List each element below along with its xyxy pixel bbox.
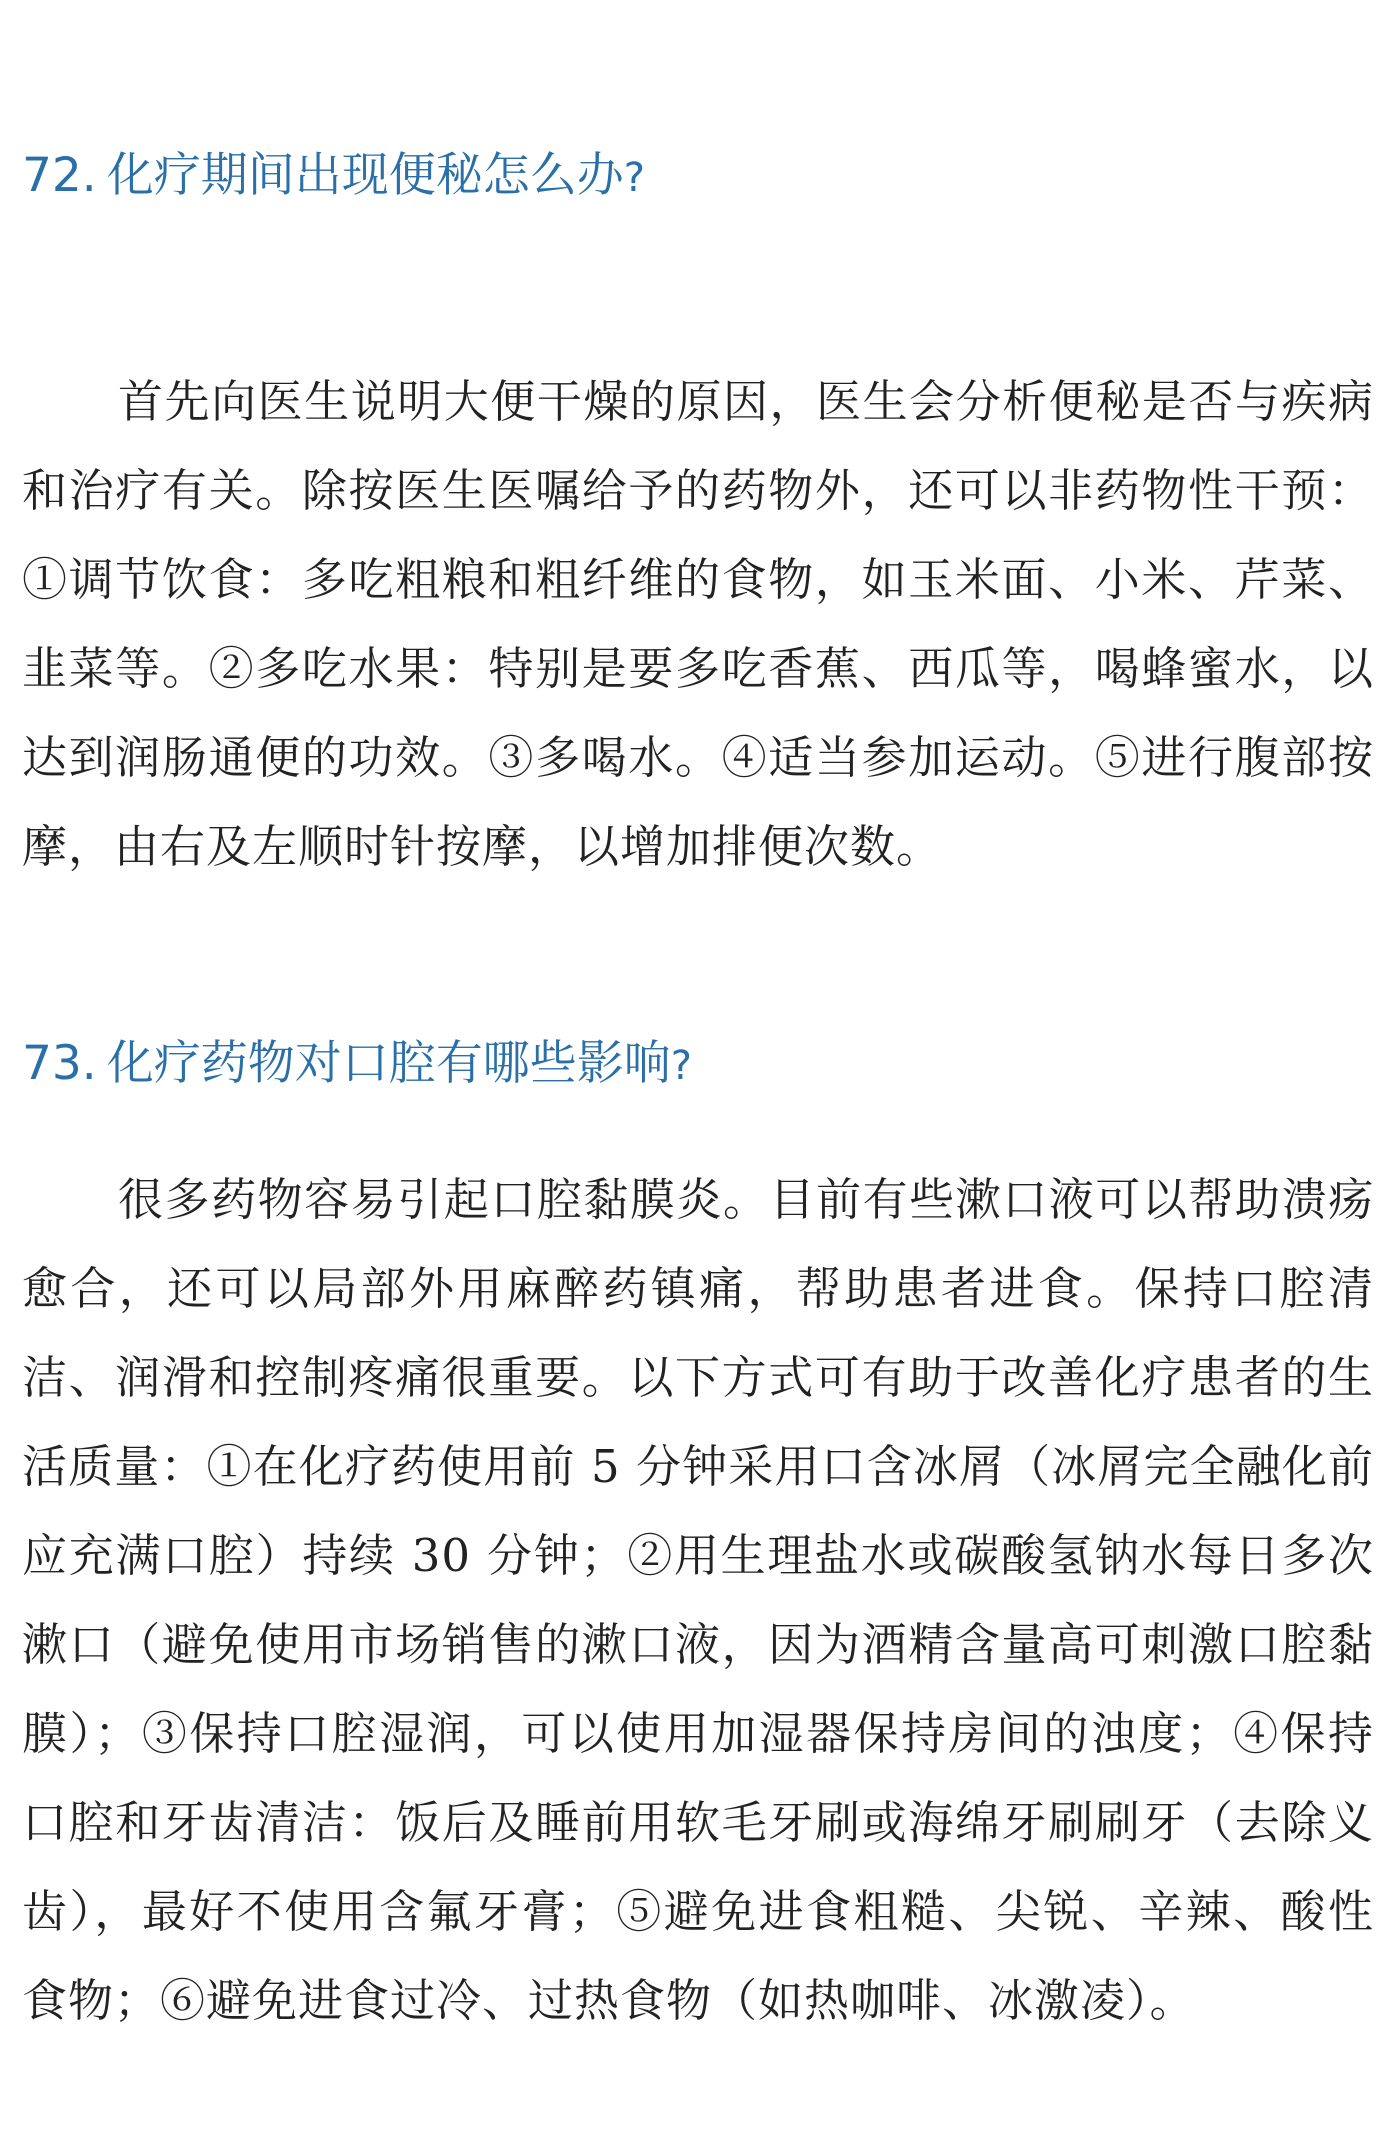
section-73-number: 73. (22, 1036, 97, 1091)
section-73-question-mark: ? (670, 1043, 692, 1089)
section-72-heading (22, 148, 645, 203)
section-73-paragraph: 很多药物容易引起口腔黏膜炎。目前有些漱口液可以帮助溃疡愈合，还可以局部外用麻醉药镇痛，帮助患者进食。保持口腔清洁、润滑和控制疼痛很重要。以下方式可有助于改善化疗患者的生活质量：①在化疗药使用前 5 分钟采用口含冰屑（冰屑完全融化前应充满口腔）持续 30 分钟；②用生理盐水或碳酸氢钠水每日多次漱口（避免使用市场销售的漱口液，因为酒精含量高可刺激口腔黏膜）；③保持口腔湿润，可以使用加湿器保持房间的浊度；④保持口腔和牙齿清洁：饭后及睡前用软毛牙刷或海绵牙刷刷牙（去除义齿），最好不使用含氟牙膏；⑤避免进食粗糙、尖锐、辛辣、酸性食物；⑥避免进食过冷、过热食物（如热咖啡、冰激凌）。 (22, 1173, 1374, 2027)
section-72-paragraph: 首先向医生说明大便干燥的原因，医生会分析便秘是否与疾病和治疗有关。除按医生医嘱给予的药物外，还可以非药物性干预：①调节饮食：多吃粗粮和粗纤维的食物，如玉米面、小米、芹菜、韭菜等。②多吃水果：特别是要多吃香蕉、西瓜等，喝蜂蜜水，以达到润肠通便的功效。③多喝水。④适当参加运动。⑤进行腹部按摩，由右及左顺时针按摩，以增加排便次数。 (22, 375, 1374, 873)
section-72-title: 化疗期间出现便秘怎么办 (106, 148, 624, 203)
section-73-heading (22, 1036, 692, 1091)
section-73-title: 化疗药物对口腔有哪些影响 (106, 1036, 671, 1091)
section-72-number: 72. (22, 148, 97, 203)
section-72-question-mark: ? (623, 155, 645, 201)
